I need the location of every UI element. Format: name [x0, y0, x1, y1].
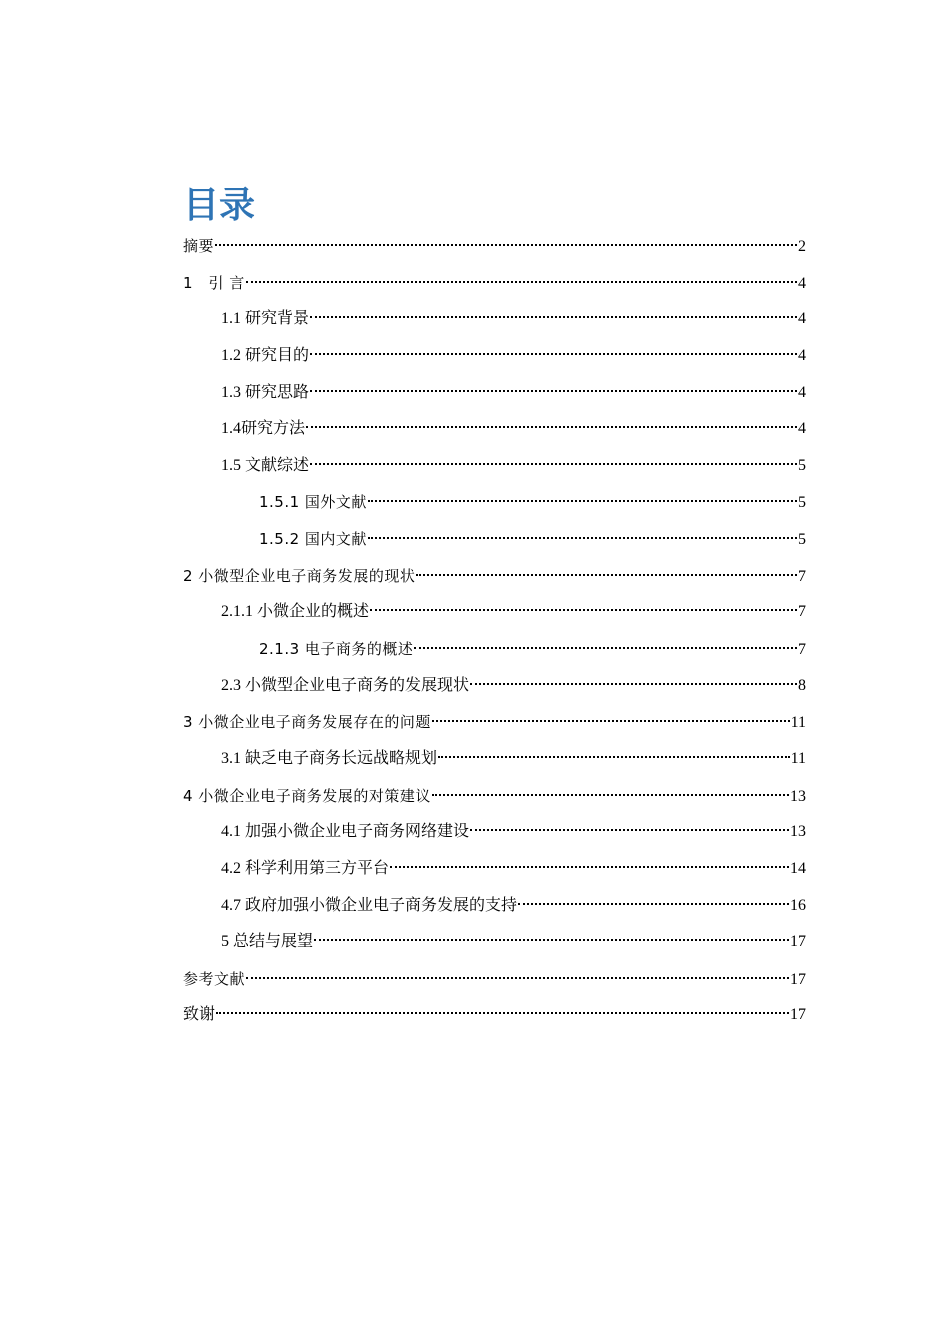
toc-dot-leader [470, 829, 789, 831]
toc-entry-label: 1.3 研究思路 [221, 383, 310, 401]
toc-entry[interactable] [183, 668, 806, 705]
toc-entry-label: 2.3 小微型企业电子商务的发展现状 [221, 676, 470, 694]
toc-entry[interactable] [183, 375, 806, 412]
toc-dot-leader [306, 426, 797, 428]
toc-entry[interactable] [183, 997, 806, 1034]
toc-entry-label: 1.5.1 国外文献 [259, 493, 367, 512]
toc-entry-label: 4.1 加强小微企业电子商务网络建设 [221, 823, 470, 841]
toc-entry-label: 2.1.3 电子商务的概述 [259, 640, 414, 659]
toc-entry-page-number: 7 [798, 567, 806, 585]
toc-dot-leader [215, 244, 797, 246]
toc-entry-page-number: 16 [790, 896, 806, 914]
toc-entry-label: 1 引 言 [183, 273, 245, 292]
toc-entry[interactable] [183, 411, 806, 448]
toc-dot-leader [246, 977, 789, 979]
toc-entry-page-number: 17 [790, 933, 806, 951]
toc-entry-page-number: 11 [790, 714, 806, 732]
toc-entry[interactable] [183, 265, 806, 302]
toc-entry-page-number: 5 [798, 456, 806, 474]
toc-entry[interactable] [183, 448, 806, 485]
toc-entry-page-number: 4 [798, 383, 806, 401]
toc-dot-leader [310, 353, 797, 355]
toc-dot-leader [368, 537, 797, 539]
toc-dot-leader [416, 574, 797, 576]
toc-dot-leader [518, 903, 789, 905]
toc-entry-label: 4 小微企业电子商务发展的对策建议 [183, 786, 431, 805]
toc-entry[interactable] [183, 704, 806, 741]
toc-entry-label: 致谢 [183, 1006, 216, 1024]
toc-dot-leader [470, 683, 797, 685]
toc-entry-page-number: 14 [790, 859, 806, 877]
toc-entry[interactable] [183, 338, 806, 375]
toc-entry-label: 1.2 研究目的 [221, 346, 310, 364]
toc-dot-leader [432, 794, 789, 796]
toc-dot-leader [310, 316, 797, 318]
toc-entry-label: 3 小微企业电子商务发展存在的问题 [183, 713, 431, 732]
toc-dot-leader [216, 1012, 789, 1014]
toc-entry-label: 4.7 政府加强小微企业电子商务发展的支持 [221, 896, 518, 914]
toc-entry[interactable] [183, 961, 806, 998]
toc-title: 目录 [183, 185, 256, 226]
toc-entry-page-number: 2 [798, 238, 806, 255]
toc-entry-label: 1.5 文献综述 [221, 456, 310, 474]
toc-entry-label: 1.4研究方法 [221, 420, 306, 438]
toc-entry-label: 1.1 研究背景 [221, 310, 310, 328]
toc-dot-leader [314, 939, 789, 941]
toc-entry[interactable] [183, 594, 806, 631]
toc-entry[interactable] [183, 484, 806, 521]
toc-entry-page-number: 5 [798, 531, 806, 549]
toc-entry-label: 摘要 [183, 237, 215, 255]
toc-entry[interactable] [183, 521, 806, 558]
toc-entry-page-number: 4 [798, 274, 806, 292]
toc-entry-page-number: 17 [790, 1006, 806, 1024]
toc-entry-label: 参考文献 [183, 969, 246, 988]
toc-entry-page-number: 7 [798, 641, 806, 659]
toc-entry-page-number: 4 [798, 346, 806, 364]
toc-entry[interactable] [183, 778, 806, 815]
toc-entry[interactable] [183, 851, 806, 888]
toc-entry-label: 5 总结与展望 [221, 933, 314, 951]
toc-entry-page-number: 4 [798, 310, 806, 328]
toc-entry-page-number: 7 [798, 603, 806, 621]
toc-entry-page-number: 11 [790, 749, 806, 767]
toc-entry-label: 1.5.2 国内文献 [259, 530, 367, 549]
toc-entry-page-number: 4 [798, 420, 806, 438]
toc-dot-leader [310, 390, 797, 392]
toc-entry-page-number: 13 [790, 823, 806, 841]
toc-dot-leader [368, 500, 797, 502]
toc-entry[interactable] [183, 301, 806, 338]
toc-dot-leader [246, 281, 797, 283]
toc-dot-leader [414, 647, 797, 649]
toc-entry[interactable] [183, 814, 806, 851]
toc-dot-leader [438, 756, 790, 758]
toc-dot-leader [370, 609, 797, 611]
toc-entry-label: 2 小微型企业电子商务发展的现状 [183, 566, 416, 585]
toc-entry-label: 2.1.1 小微企业的概述 [221, 603, 370, 621]
table-of-contents [183, 228, 806, 1034]
toc-entry[interactable] [183, 228, 806, 265]
toc-entry-page-number: 5 [798, 494, 806, 512]
toc-dot-leader [390, 866, 789, 868]
toc-entry-page-number: 13 [790, 787, 806, 805]
toc-entry-page-number: 8 [798, 676, 806, 694]
toc-dot-leader [310, 463, 797, 465]
toc-entry-label: 3.1 缺乏电子商务长远战略规划 [221, 749, 438, 767]
toc-entry[interactable] [183, 741, 806, 778]
toc-entry-label: 4.2 科学利用第三方平台 [221, 859, 390, 877]
toc-entry[interactable] [183, 888, 806, 925]
toc-entry-page-number: 17 [790, 970, 806, 988]
toc-entry[interactable] [183, 924, 806, 961]
toc-entry[interactable] [183, 631, 806, 668]
toc-entry[interactable] [183, 558, 806, 595]
toc-dot-leader [432, 720, 790, 722]
